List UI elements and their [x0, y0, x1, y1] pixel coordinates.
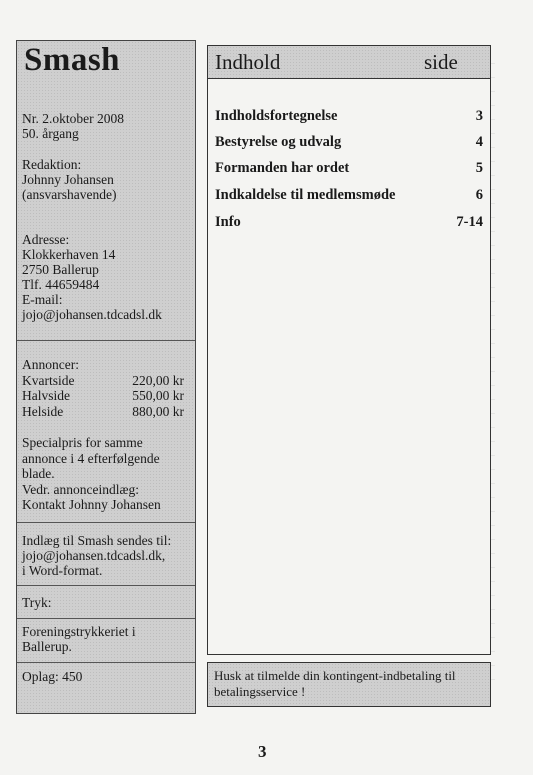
editor-name: Johnny Johansen: [22, 172, 114, 187]
issue-volume: 50. årgang: [22, 126, 79, 141]
toc-entry-page: 7-14: [456, 214, 483, 230]
section-divider: [17, 585, 195, 586]
ad-price-row: [22, 388, 184, 404]
ad-price: 880,00 kr: [132, 403, 184, 419]
address-city: 2750 Ballerup: [22, 262, 99, 277]
toc-entry[interactable]: [215, 134, 483, 151]
toc-entry[interactable]: [215, 214, 483, 231]
ads-section: [22, 357, 184, 513]
circulation: Oplag: 450: [22, 669, 83, 684]
editor-role: (ansvarshavende): [22, 187, 117, 202]
ad-price: 220,00 kr: [132, 372, 184, 388]
address-phone: Tlf. 44659484: [22, 277, 100, 292]
toc-entry-title: Indkaldelse til medlemsmøde: [215, 187, 396, 203]
toc-entry-title: Bestyrelse og udvalg: [215, 134, 342, 150]
address-street: Klokkerhaven 14: [22, 247, 116, 262]
email-address[interactable]: jojo@johansen.tdcadsl.dk: [22, 307, 162, 322]
submission-line: Indlæg til Smash sendes til:: [22, 533, 172, 548]
ad-contact-line: Kontakt Johnny Johansen: [22, 497, 161, 512]
toc-entry[interactable]: [215, 108, 483, 125]
toc-entry-title: Info: [215, 214, 241, 230]
special-price-line: Specialpris for samme: [22, 435, 143, 450]
printer-line: Ballerup.: [22, 639, 72, 654]
toc-entry[interactable]: [215, 160, 483, 177]
toc-entry-title: Indholdsfortegnelse: [215, 108, 338, 124]
masthead-title: Smash: [24, 42, 121, 78]
notice-line: betalingsservice !: [214, 684, 306, 699]
ads-heading: Annoncer:: [22, 357, 79, 372]
toc-heading: Indhold: [215, 50, 281, 74]
section-divider: [17, 522, 195, 523]
section-divider: [17, 662, 195, 663]
section-divider: [17, 340, 195, 341]
submission-email[interactable]: jojo@johansen.tdcadsl.dk,: [22, 548, 166, 563]
toc-entry-page: 6: [475, 187, 483, 203]
ad-price-row: [22, 404, 184, 420]
page-number: 3: [258, 742, 267, 761]
notice-line: Husk at tilmelde din kontingent-indbetaling til: [214, 668, 456, 683]
ad-label: Kvartside: [22, 372, 75, 388]
ad-label: Helside: [22, 403, 64, 419]
address-heading: Adresse:: [22, 232, 70, 247]
toc-page-heading: side: [424, 50, 458, 74]
issue-number: Nr. 2.oktober 2008: [22, 111, 124, 126]
toc-entry[interactable]: [215, 187, 483, 204]
toc-entry-page: 5: [475, 160, 483, 176]
editorial-heading: Redaktion:: [22, 157, 82, 172]
special-price-line: annonce i 4 efterfølgende: [22, 450, 160, 466]
section-divider: [17, 618, 195, 619]
toc-entry-title: Formanden har ordet: [215, 160, 350, 176]
payment-notice: [214, 668, 486, 700]
ad-price-row: [22, 373, 184, 389]
ad-contact-line: Vedr. annonceindlæg:: [22, 481, 139, 497]
toc-entry-page: 4: [475, 134, 483, 150]
print-heading: Tryk:: [22, 595, 52, 610]
ad-label: Halvside: [22, 388, 70, 403]
special-price-line: blade.: [22, 466, 55, 481]
submission-line: i Word-format.: [22, 563, 103, 578]
printer-line: Foreningstrykkeriet i: [22, 624, 136, 639]
toc-entry-page: 3: [475, 108, 483, 124]
ad-price: 550,00 kr: [132, 388, 184, 403]
email-label: E-mail:: [22, 292, 63, 307]
